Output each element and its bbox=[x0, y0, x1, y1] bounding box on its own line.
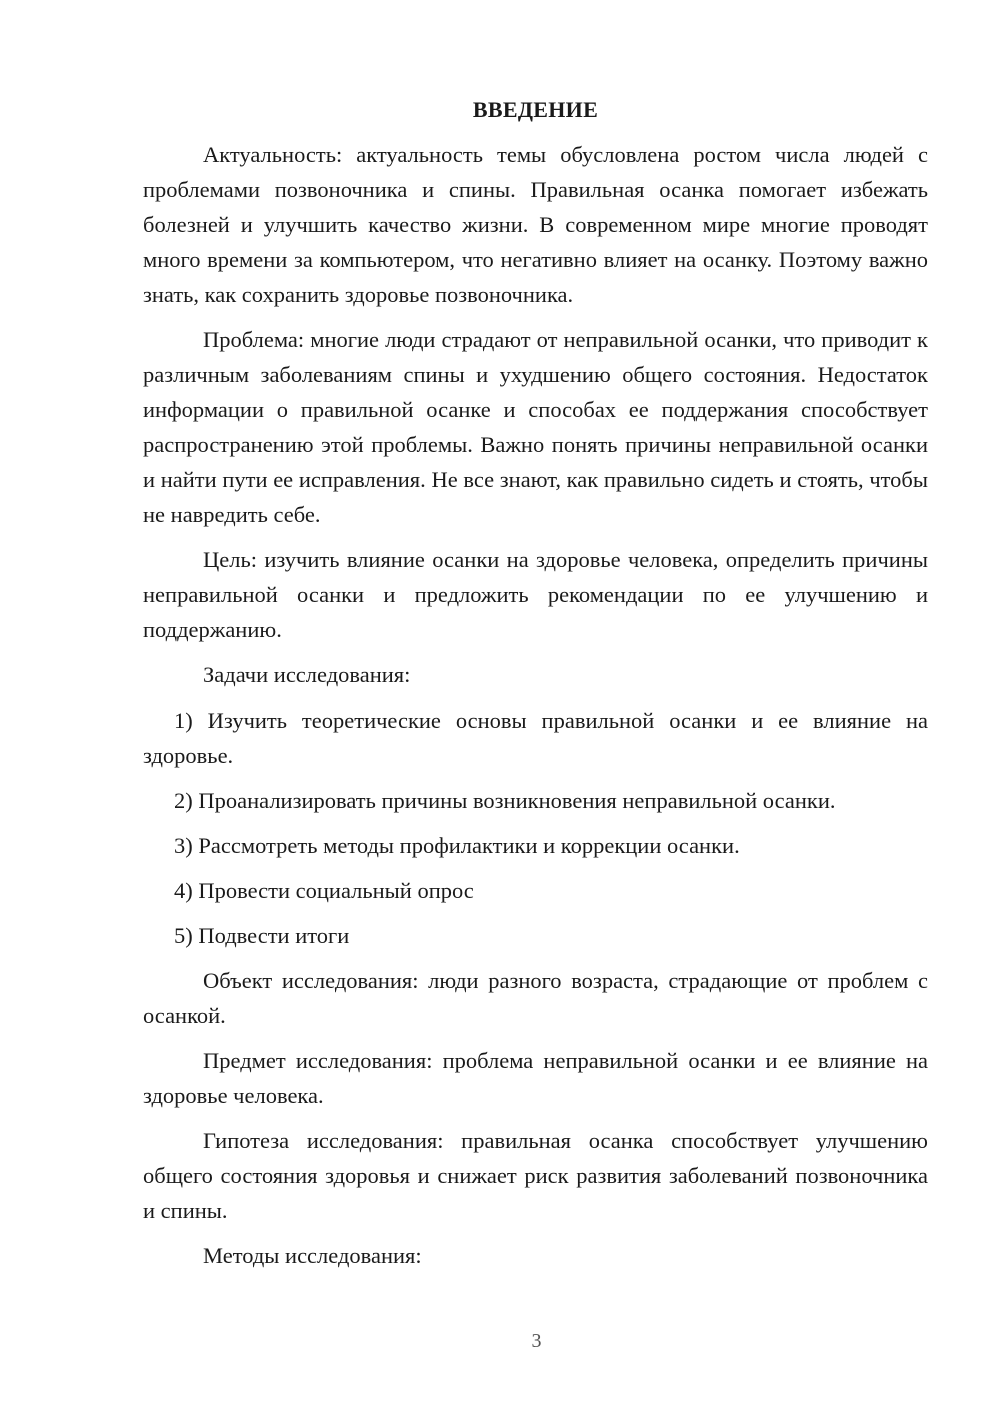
paragraph-problem: Проблема: многие люди страдают от неправильной осанки, что приводит к различным заболеваниям спины и ухудшению общего состояния. Недостаток информации о правильной осанке и способах ее поддержания способствует распространению этой проблемы. Важно понять причины неправильной осанки и найти пути ее исправления. Не все знают, как правильно сидеть и стоять, чтобы не навредить себе. bbox=[143, 327, 928, 527]
page-number: 3 bbox=[531, 1330, 542, 1352]
page-title: ВВЕДЕНИЕ bbox=[472, 97, 599, 122]
list-item: 5) Подвести итоги bbox=[174, 923, 350, 948]
paragraph-subject: Предмет исследования: проблема неправильной осанки и ее влияние на здоровье человека. bbox=[143, 1048, 928, 1108]
tasks-heading: Задачи исследования: bbox=[203, 662, 411, 687]
tasks-list bbox=[143, 703, 928, 953]
paragraph-goal: Цель: изучить влияние осанки на здоровье человека, определить причины неправильной осанки и предложить рекомендации по ее улучшению и поддержанию. bbox=[143, 547, 928, 642]
list-item: 4) Провести социальный опрос bbox=[174, 878, 474, 903]
paragraph-relevance: Актуальность: актуальность темы обусловлена ростом числа людей с проблемами позвоночника и спины. Правильная осанка помогает избежать болезней и улучшить качество жизни. В современном мире многие проводят много времени за компьютером, что негативно влияет на осанку. Поэтому важно знать, как сохранить здоровье позвоночника. bbox=[143, 142, 928, 307]
paragraph-object: Объект исследования: люди разного возраста, страдающие от проблем с осанкой. bbox=[143, 968, 928, 1028]
document-page bbox=[143, 92, 928, 1284]
list-item: 2) Проанализировать причины возникновения неправильной осанки. bbox=[174, 788, 836, 813]
methods-heading: Методы исследования: bbox=[203, 1243, 422, 1268]
paragraph-hypothesis: Гипотеза исследования: правильная осанка способствует улучшению общего состояния здоровья и снижает риск развития заболеваний позвоночника и спины. bbox=[143, 1128, 928, 1223]
list-item: 3) Рассмотреть методы профилактики и коррекции осанки. bbox=[174, 833, 740, 858]
list-item: 1) Изучить теоретические основы правильной осанки и ее влияние на здоровье. bbox=[143, 708, 928, 768]
